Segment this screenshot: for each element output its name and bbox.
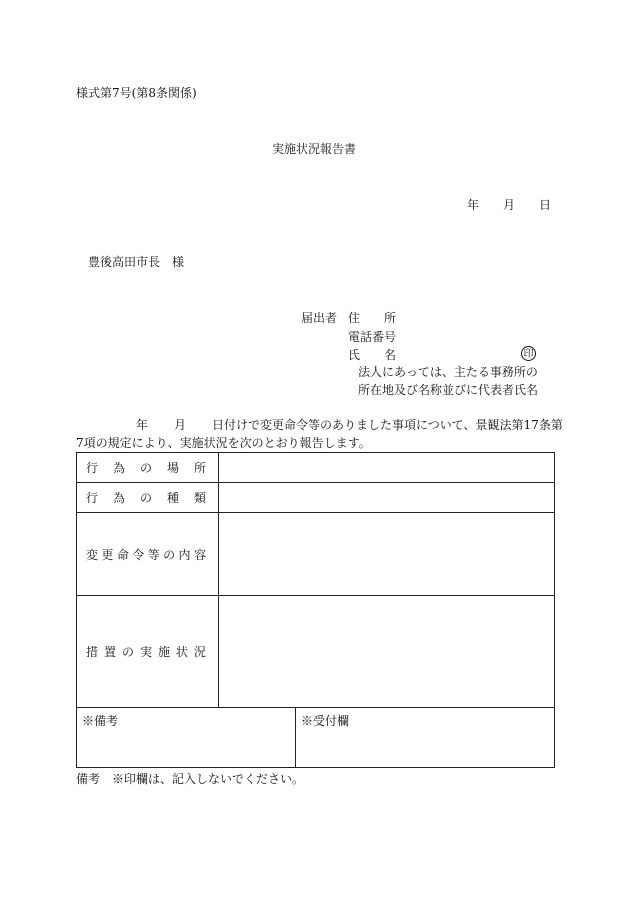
- remarks-cell[interactable]: [77, 708, 296, 768]
- label-char: 状: [175, 645, 188, 659]
- label-char: 命: [116, 547, 129, 562]
- phone-label: 電話番号: [348, 330, 397, 344]
- table-row: [77, 513, 555, 596]
- label-char: 等: [147, 547, 160, 562]
- address-label-char: 住: [348, 311, 361, 325]
- change-order-field[interactable]: [219, 513, 555, 596]
- notifier-label: 届出者: [301, 311, 338, 325]
- row-label-change-order: [77, 513, 219, 596]
- body-line1-rest: 日付けで変更命令等のありました事項について、景観法第17条第: [212, 418, 563, 432]
- report-table: [76, 452, 555, 768]
- document-title: 実施状況報告書: [272, 142, 357, 156]
- label-char: の: [139, 491, 152, 505]
- label-char: の: [139, 461, 152, 475]
- name-label-char: 名: [383, 348, 396, 362]
- addressee: 豊後高田市長 様: [88, 255, 185, 269]
- measures-field[interactable]: [219, 596, 555, 708]
- corporate-note-line2: 所在地及び名称並びに代表者氏名: [358, 383, 539, 397]
- corporate-note-line1: 法人にあっては、主たる事務所の: [358, 365, 538, 379]
- body-month: 月: [174, 418, 187, 432]
- footnote: 備考 ※印欄は、記入しないでください。: [76, 772, 305, 786]
- label-char: 行: [86, 461, 99, 475]
- table-row: [77, 708, 555, 768]
- address-label-char: 所: [383, 311, 396, 325]
- name-label-char: 氏: [348, 348, 361, 362]
- body-year: 年: [136, 418, 149, 432]
- label-char: 容: [193, 547, 206, 562]
- label-char: 所: [193, 461, 206, 475]
- table-row: [77, 483, 555, 513]
- row-label-location: [77, 453, 219, 483]
- row-label-type: [77, 483, 219, 513]
- label-char: 令: [132, 547, 145, 562]
- date-year: 年: [467, 198, 480, 212]
- label-char: 置: [103, 645, 116, 659]
- label-char: 類: [193, 491, 206, 505]
- label-char: 場: [166, 461, 179, 475]
- label-char: 行: [86, 491, 99, 505]
- seal-mark: 印: [521, 346, 536, 361]
- label-char: 為: [112, 461, 125, 475]
- label-char: 況: [193, 645, 206, 659]
- name-label: [348, 349, 396, 361]
- address-label: [348, 312, 396, 324]
- date-day: 日: [539, 198, 552, 212]
- remarks-label: ※備考: [82, 714, 119, 728]
- label-char: の: [163, 547, 176, 562]
- label-char: 為: [112, 491, 125, 505]
- date-line: [467, 199, 551, 211]
- label-char: 施: [157, 645, 170, 659]
- label-char: 内: [178, 547, 191, 562]
- body-text-line1: [136, 419, 563, 431]
- type-field[interactable]: [219, 483, 555, 513]
- row-label-measures: [77, 596, 219, 708]
- label-char: 措: [86, 645, 99, 659]
- label-char: の: [121, 645, 134, 659]
- date-month: 月: [503, 198, 516, 212]
- location-field[interactable]: [219, 453, 555, 483]
- table-row: [77, 596, 555, 708]
- table-row: [77, 453, 555, 483]
- label-char: 更: [101, 547, 114, 562]
- form-number: 様式第7号(第8条関係): [76, 86, 197, 100]
- reception-label: ※受付欄: [301, 714, 350, 728]
- label-char: 実: [139, 645, 152, 659]
- reception-cell[interactable]: [296, 708, 555, 768]
- label-char: 変: [86, 547, 99, 562]
- body-text-line2: 7項の規定により、実施状況を次のとおり報告します。: [76, 436, 371, 450]
- label-char: 種: [166, 491, 179, 505]
